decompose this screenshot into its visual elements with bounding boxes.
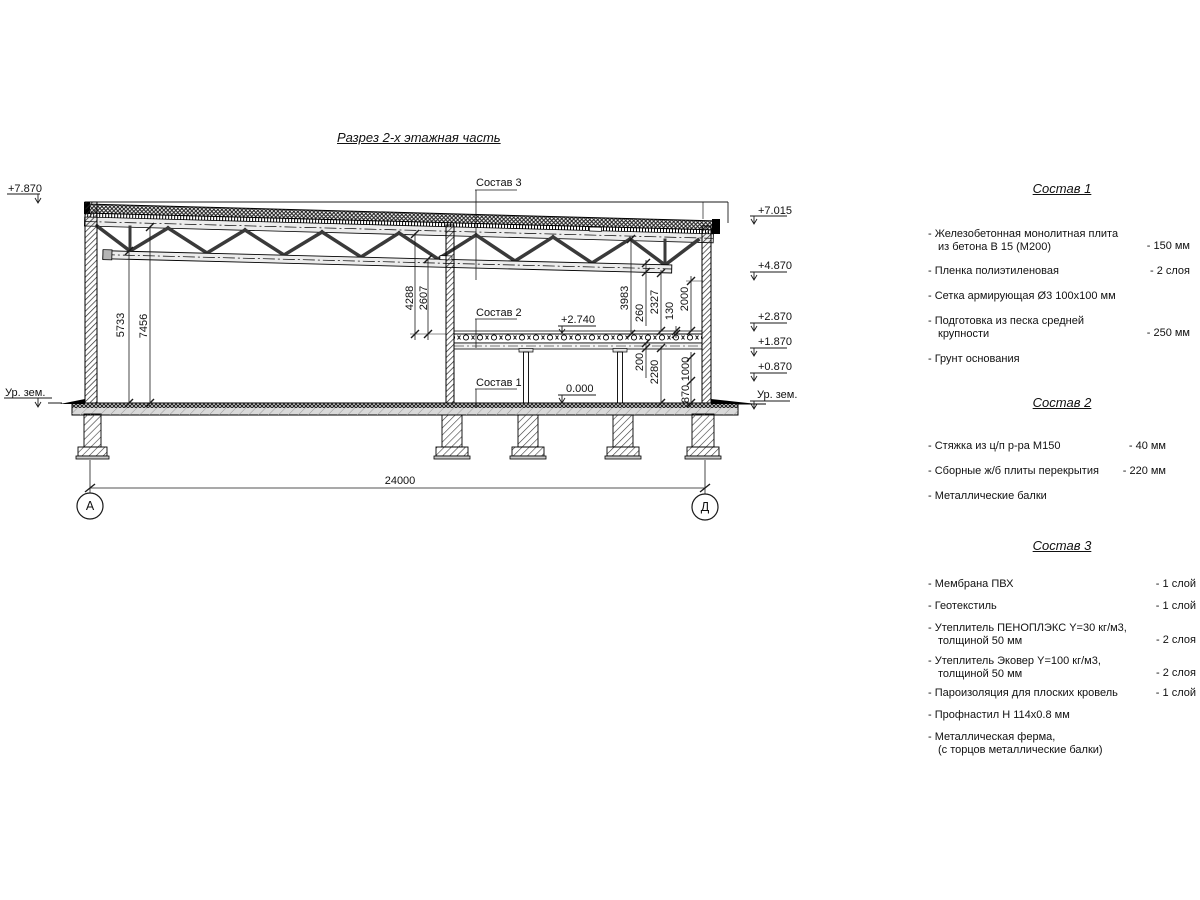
legend-heading-3: Состав 3: [1032, 538, 1092, 553]
elev-roof-right: +7.015: [758, 205, 792, 217]
legend-item: [928, 290, 1196, 303]
legend-item: [928, 228, 1196, 253]
dim-2327: 2327: [649, 289, 661, 315]
dim-130: 130: [664, 301, 676, 321]
legend-item: [928, 465, 1196, 478]
dim-200: 200: [634, 352, 646, 372]
elev-ground-left: Ур. зем.: [5, 387, 46, 399]
legend-item-text: - Геотекстиль: [928, 600, 997, 612]
legend-item: [928, 265, 1196, 278]
legend-item-value: - 220 мм: [1122, 465, 1166, 477]
dim-7456: 7456: [138, 313, 150, 339]
legend-item: [928, 731, 1196, 756]
legend-item-text: - Металлическая ферма,: [928, 731, 1056, 743]
legend-item: [928, 315, 1196, 340]
legend: [928, 0, 1196, 900]
legend-item-text: - Подготовка из песка средней: [928, 315, 1084, 327]
roof-right-cap: [712, 219, 720, 234]
legend-item-value: - 250 мм: [1146, 327, 1190, 339]
elev-floor-zero: 0.000: [566, 383, 594, 395]
legend-item: [928, 490, 1196, 503]
axis-label-d: Д: [700, 500, 710, 514]
legend-item-value: - 150 мм: [1146, 240, 1190, 252]
legend-item: [928, 655, 1196, 680]
legend-item-value: - 1 слой: [1155, 687, 1196, 699]
legend-heading-2: Состав 2: [1032, 395, 1092, 410]
mezzanine-slab: [454, 331, 702, 349]
legend-item-text: - Профнастил Н 114x0.8 мм: [928, 709, 1070, 721]
legend-item-text: - Утеплитель ПЕНОПЛЭКС Y=30 кг/м3,: [928, 622, 1127, 634]
elev-finish-floor: +2.870: [758, 311, 792, 323]
dim-1000: 1000: [680, 356, 692, 382]
legend-item-text2: крупности: [938, 327, 990, 340]
legend-item: [928, 709, 1196, 722]
dim-870: 870: [680, 384, 692, 404]
legend-item-text: - Железобетонная монолитная плита: [928, 228, 1119, 240]
drawing-title: Разрез 2-х этажная часть: [337, 130, 501, 145]
left-wall: [85, 202, 97, 403]
legend-heading-1: Состав 1: [1032, 181, 1092, 196]
callout-sostav-3: Состав 3: [476, 177, 522, 189]
legend-item-text: - Грунт основания: [928, 353, 1020, 365]
elev-plinth: +0.870: [758, 361, 792, 373]
dim-4288: 4288: [404, 285, 416, 311]
legend-item-text: - Стяжка из ц/п р-ра М150: [928, 440, 1061, 452]
dim-span-24000: 24000: [384, 475, 416, 487]
elev-roof-left: +7.870: [8, 183, 42, 195]
dim-260: 260: [634, 303, 646, 323]
elev-slab-top: +2.740: [561, 314, 595, 326]
foundation-piers: [76, 414, 721, 459]
middle-column: [446, 225, 454, 403]
legend-item-value: - 2 слоя: [1155, 634, 1196, 646]
dim-2000: 2000: [679, 286, 691, 312]
legend-item-text2: толщиной 50 мм: [938, 634, 1023, 647]
legend-item: [928, 687, 1196, 700]
legend-item-value: - 1 слой: [1155, 578, 1196, 590]
elev-beam-bottom: +1.870: [758, 336, 792, 348]
legend-item: [928, 600, 1196, 613]
legend-item: [928, 578, 1196, 591]
legend-item-text: - Утеплитель Эковер Y=100 кг/м3,: [928, 655, 1101, 667]
legend-item-text: - Сборные ж/б плиты перекрытия: [928, 465, 1099, 477]
dim-5733: 5733: [115, 312, 127, 338]
legend-item: [928, 353, 1196, 366]
legend-item-value: - 40 мм: [1128, 440, 1166, 452]
legend-item-text: - Пленка полиэтиленовая: [928, 265, 1059, 277]
ground-slab: [48, 399, 766, 415]
legend-item-value: - 2 слоя: [1149, 265, 1190, 277]
right-wall: [702, 226, 711, 403]
axis-label-a: А: [85, 499, 95, 513]
legend-item-text: - Сетка армирующая Ø3 100x100 мм: [928, 290, 1116, 302]
axes-and-span: [77, 460, 718, 520]
elev-chord: +4.870: [758, 260, 792, 272]
callout-sostav-2: Состав 2: [476, 307, 522, 319]
legend-item-text: - Пароизоляция для плоских кровель: [928, 687, 1118, 699]
legend-item-value: - 1 слой: [1155, 600, 1196, 612]
dim-2607: 2607: [418, 285, 430, 311]
legend-item: [928, 440, 1196, 453]
elev-ground-right: Ур. зем.: [757, 389, 798, 401]
legend-item-text2: (с торцов металлические балки): [938, 743, 1103, 756]
legend-item: [928, 622, 1196, 647]
dim-2280: 2280: [649, 359, 661, 385]
dim-3983: 3983: [619, 285, 631, 311]
legend-item-text2: из бетона В 15 (М200): [938, 240, 1051, 253]
callout-sostav-1: Состав 1: [476, 377, 522, 389]
legend-item-text: - Мембрана ПВХ: [928, 578, 1014, 590]
legend-item-value: - 2 слоя: [1155, 667, 1196, 679]
legend-item-text2: толщиной 50 мм: [938, 667, 1023, 680]
legend-item-text: - Металлические балки: [928, 490, 1047, 502]
